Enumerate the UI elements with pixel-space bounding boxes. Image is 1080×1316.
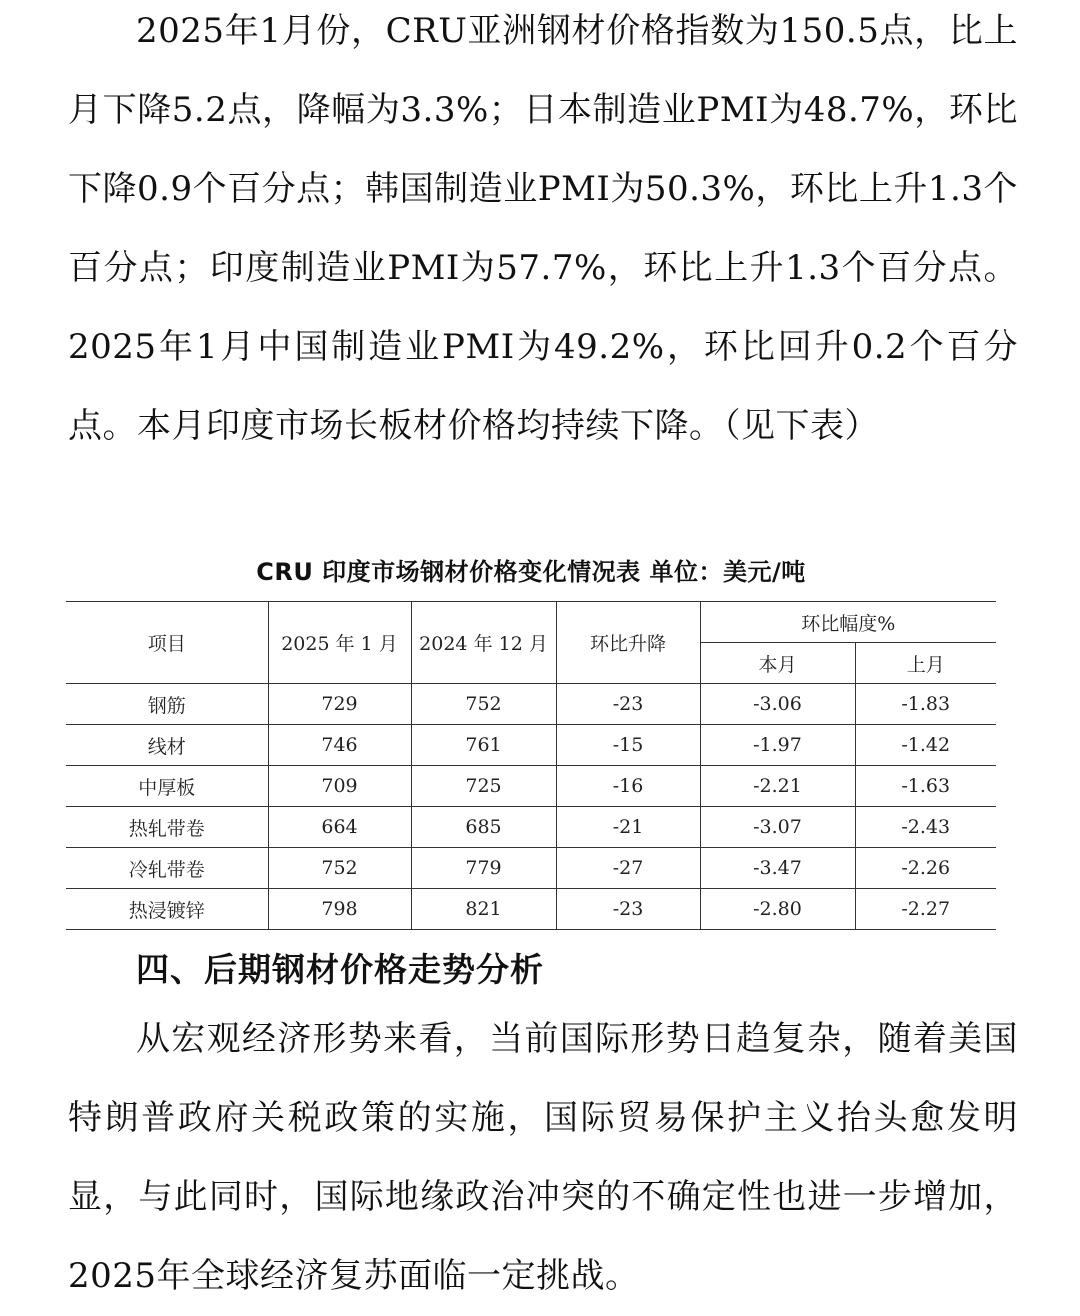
table-cell: 热轧带卷 <box>66 807 268 848</box>
table-cell: -2.80 <box>700 889 855 930</box>
header-last-month: 上月 <box>855 643 996 684</box>
table-cell: 798 <box>268 889 411 930</box>
table-cell: -1.83 <box>855 684 996 725</box>
table-cell: -3.07 <box>700 807 855 848</box>
table-cell: -23 <box>556 684 700 725</box>
table-cell: 752 <box>268 848 411 889</box>
table-cell: 725 <box>411 766 556 807</box>
table-cell: 821 <box>411 889 556 930</box>
header-jan-2025: 2025 年 1 月 <box>268 602 411 684</box>
table-cell: -2.26 <box>855 848 996 889</box>
table-row <box>66 807 996 848</box>
table-cell: 钢筋 <box>66 684 268 725</box>
table-cell: -2.27 <box>855 889 996 930</box>
table-cell: 热浸镀锌 <box>66 889 268 930</box>
table-cell: -3.06 <box>700 684 855 725</box>
table-cell: -27 <box>556 848 700 889</box>
header-this-month: 本月 <box>700 643 855 684</box>
table-cell: 779 <box>411 848 556 889</box>
header-mom-pct: 环比幅度% <box>700 602 996 643</box>
header-dec-2024: 2024 年 12 月 <box>411 602 556 684</box>
table-row <box>66 684 996 725</box>
intro-paragraph: 2025年1月份，CRU亚洲钢材价格指数为150.5点，比上月下降5.2点，降幅为3.3%；日本制造业PMI为48.7%，环比下降0.9个百分点；韩国制造业PMI为50.3%，环比上升1.3个百分点；印度制造业PMI为57.7%，环比上升1.3个百分点。2025年1月中国制造业PMI为49.2%，环比回升0.2个百分点。本月印度市场长板材价格均持续下降。（见下表） <box>68 11 1018 446</box>
table-cell: 685 <box>411 807 556 848</box>
table-cell: 中厚板 <box>66 766 268 807</box>
table-row <box>66 725 996 766</box>
table-cell: 729 <box>268 684 411 725</box>
header-item: 项目 <box>66 602 268 684</box>
table-cell: -21 <box>556 807 700 848</box>
table-cell: -15 <box>556 725 700 766</box>
table-cell: 746 <box>268 725 411 766</box>
table-cell: 线材 <box>66 725 268 766</box>
table-cell: 752 <box>411 684 556 725</box>
table-cell: -1.97 <box>700 725 855 766</box>
table-cell: -1.63 <box>855 766 996 807</box>
table-cell: -1.42 <box>855 725 996 766</box>
table-cell: 664 <box>268 807 411 848</box>
table-cell: -16 <box>556 766 700 807</box>
header-mom-change: 环比升降 <box>556 602 700 684</box>
table-cell: -2.21 <box>700 766 855 807</box>
section-heading: 四、后期钢材价格走势分析 <box>136 950 544 989</box>
analysis-paragraph: 从宏观经济形势来看，当前国际形势日趋复杂，随着美国特朗普政府关税政策的实施，国际贸易保护主义抬头愈发明显，与此同时，国际地缘政治冲突的不确定性也进一步增加，2025年全球经济复苏面临一定挑战。 <box>68 1019 1018 1296</box>
table-cell: -3.47 <box>700 848 855 889</box>
table-row <box>66 889 996 930</box>
table-cell: 761 <box>411 725 556 766</box>
table-cell: -2.43 <box>855 807 996 848</box>
table-cell: 冷轧带卷 <box>66 848 268 889</box>
table-row <box>66 848 996 889</box>
table-row <box>66 766 996 807</box>
table-title: CRU 印度市场钢材价格变化情况表 单位：美元/吨 <box>256 558 806 586</box>
table-cell: -23 <box>556 889 700 930</box>
steel-price-table <box>66 601 996 930</box>
table-cell: 709 <box>268 766 411 807</box>
